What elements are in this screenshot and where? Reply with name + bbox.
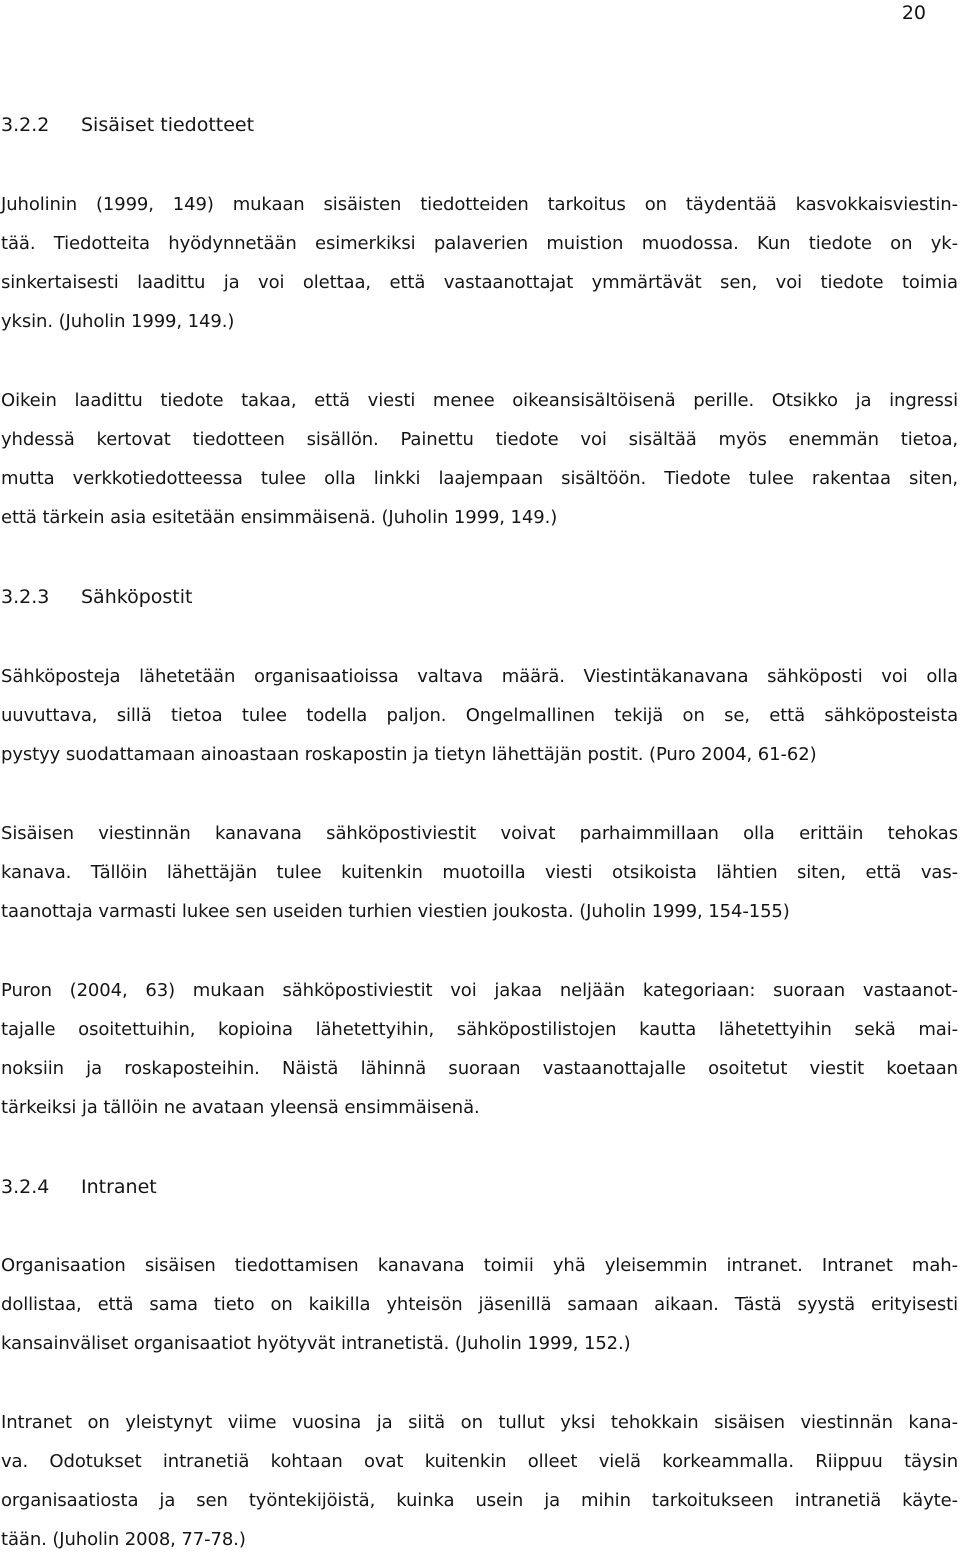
section-heading-3-2-4 (1, 1176, 157, 1198)
paragraph (1, 814, 958, 931)
paragraph (1, 1246, 958, 1363)
text-line: Oikein laadittu tiedote takaa, että viesti menee oikeansisältöisenä perille. Otsikko ja ingressi (1, 390, 958, 411)
paragraph (1, 185, 958, 341)
paragraph (1, 1403, 958, 1559)
paragraph (1, 971, 958, 1127)
text-line: tää. Tiedotteita hyödynnetään esimerkiksi palaverien muistion muodossa. Kun tiedote on yk- (1, 233, 958, 254)
text-line: tajalle osoitettuihin, kopioina lähetettyihin, sähköpostilistojen kautta lähetettyihin sekä mai- (1, 1019, 958, 1040)
text-line: noksiin ja roskaposteihin. Näistä lähinnä suoraan vastaanottajalle osoitetut viestit koetaan (1, 1058, 958, 1079)
text-line: kanava. Tällöin lähettäjän tulee kuitenkin muotoilla viesti otsikoista lähtien siten, että vas- (1, 862, 958, 883)
section-title: Sisäiset tiedotteet (81, 114, 255, 136)
text-line: sinkertaisesti laadittu ja voi olettaa, että vastaanottajat ymmärtävät sen, voi tiedote toimia (1, 272, 958, 293)
paragraph (1, 381, 958, 537)
text-line: Juholinin (1999, 149) mukaan sisäisten tiedotteiden tarkoitus on täydentää kasvokkaisviestin- (1, 194, 958, 215)
text-line: että tärkein asia esitetään ensimmäisenä. (Juholin 1999, 149.) (1, 507, 558, 528)
text-line: yksin. (Juholin 1999, 149.) (1, 311, 235, 332)
text-line: tärkeiksi ja tällöin ne avataan yleensä ensimmäisenä. (1, 1097, 480, 1118)
text-line: tään. (Juholin 2008, 77-78.) (1, 1529, 246, 1550)
text-line: mutta verkkotiedotteessa tulee olla linkki laajempaan sisältöön. Tiedote tulee rakentaa siten, (1, 468, 958, 489)
section-heading-3-2-3 (1, 586, 192, 608)
text-line: Puron (2004, 63) mukaan sähköpostiviestit voi jakaa neljään kategoriaan: suoraan vastaanot- (1, 980, 958, 1001)
section-heading-3-2-2 (1, 114, 254, 136)
text-line: yhdessä kertovat tiedotteen sisällön. Painettu tiedote voi sisältää myös enemmän tietoa, (1, 429, 958, 450)
page-number: 20 (901, 2, 926, 24)
section-number: 3.2.2 (1, 114, 50, 136)
text-line: Intranet on yleistynyt viime vuosina ja siitä on tullut yksi tehokkain sisäisen viestinnän kana- (1, 1412, 958, 1433)
text-line: organisaatiosta ja sen työntekijöistä, kuinka usein ja mihin tarkoitukseen intranetiä käyte- (1, 1490, 958, 1511)
text-line: dollistaa, että sama tieto on kaikilla yhteisön jäsenillä samaan aikaan. Tästä syystä erityisesti (1, 1294, 958, 1315)
section-number: 3.2.4 (1, 1176, 50, 1198)
section-number: 3.2.3 (1, 586, 50, 608)
text-line: Organisaation sisäisen tiedottamisen kanavana toimii yhä yleisemmin intranet. Intranet mah- (1, 1255, 958, 1276)
text-line: Sisäisen viestinnän kanavana sähköpostiviestit voivat parhaimmillaan olla erittäin tehokas (1, 823, 958, 844)
text-line: pystyy suodattamaan ainoastaan roskapostin ja tietyn lähettäjän postit. (Puro 2004, 61-62) (1, 744, 817, 765)
text-line: kansainväliset organisaatiot hyötyvät intranetistä. (Juholin 1999, 152.) (1, 1333, 631, 1354)
text-line: va. Odotukset intranetiä kohtaan ovat kuitenkin olleet vielä korkeammalla. Riippuu täysin (1, 1451, 958, 1472)
text-line: uuvuttava, sillä tietoa tulee todella paljon. Ongelmallinen tekijä on se, että sähköposteista (1, 705, 958, 726)
text-line: Sähköposteja lähetetään organisaatioissa valtava määrä. Viestintäkanavana sähköposti voi olla (1, 666, 958, 687)
text-line: taanottaja varmasti lukee sen useiden turhien viestien joukosta. (Juholin 1999, 154-155) (1, 901, 790, 922)
paragraph (1, 657, 958, 774)
section-title: Sähköpostit (81, 586, 193, 608)
section-title: Intranet (81, 1176, 157, 1198)
